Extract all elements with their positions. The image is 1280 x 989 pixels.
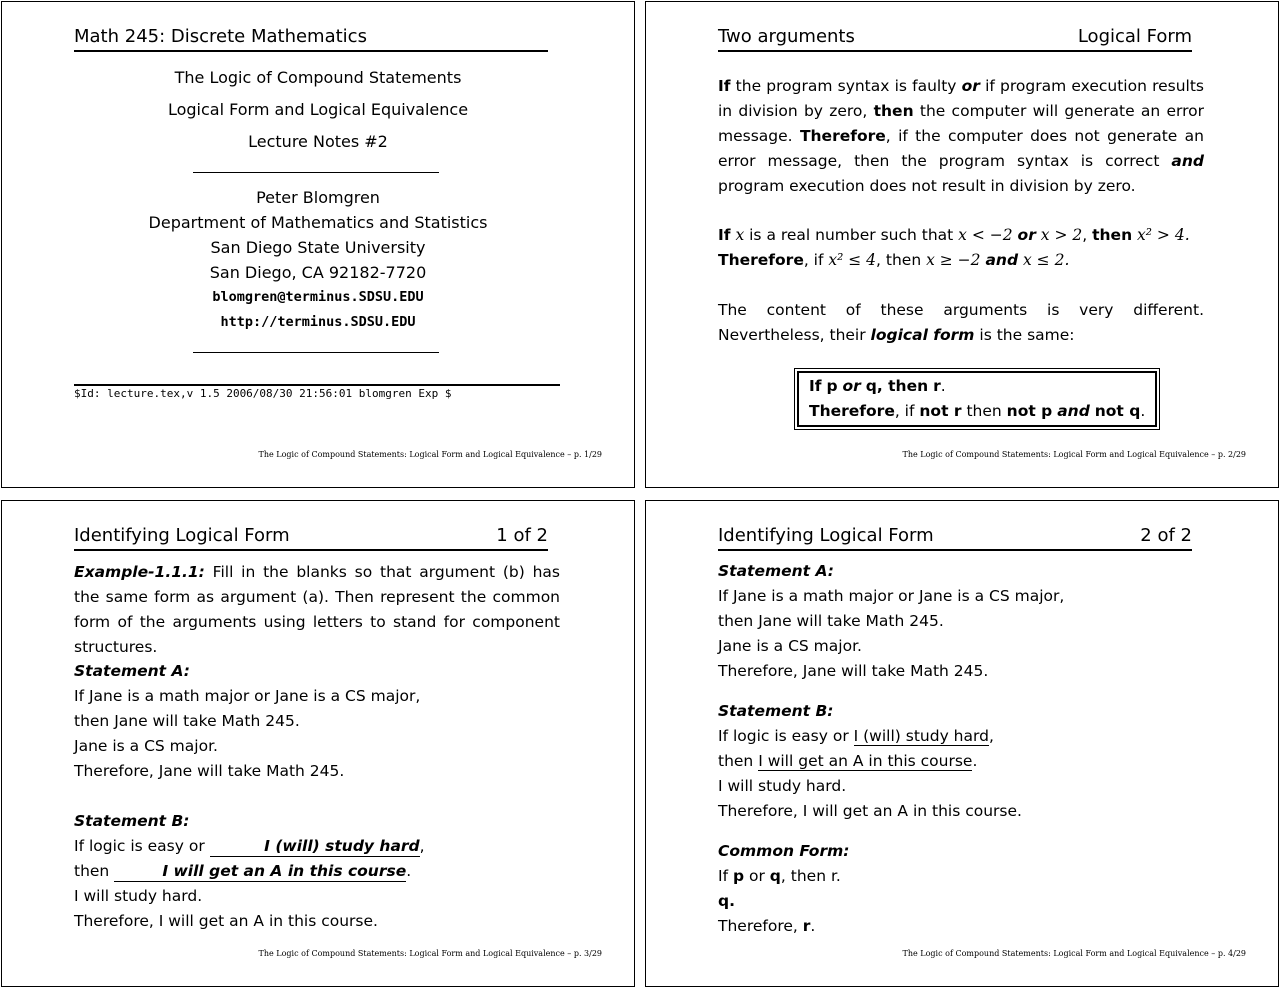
keyword-or: or bbox=[1017, 226, 1036, 244]
math-var: x bbox=[735, 226, 745, 244]
common-form-label: Common Form: bbox=[718, 842, 850, 860]
math-expr: x ≤ 2. bbox=[1023, 251, 1070, 269]
statement-b bbox=[718, 699, 1206, 824]
lecture-subtitle: Logical Form and Logical Equivalence bbox=[167, 100, 469, 119]
slide-footer: The Logic of Compound Statements: Logical Form and Logical Equivalence – p. 2/29 bbox=[902, 450, 1246, 459]
statement-a-label: Statement A: bbox=[718, 562, 834, 580]
author-name: Peter Blomgren bbox=[256, 188, 380, 207]
math-expr: x² ≤ 4 bbox=[828, 251, 877, 269]
keyword-and: and bbox=[1171, 152, 1204, 170]
text: the computer will generate an error message. bbox=[718, 102, 1205, 145]
keyword-and: and bbox=[985, 251, 1019, 269]
slide-header bbox=[718, 24, 1192, 52]
department: Department of Mathematics and Statistics bbox=[148, 213, 488, 232]
author-block bbox=[74, 185, 562, 335]
statement-b-label: Statement B: bbox=[74, 812, 190, 830]
id-rule bbox=[74, 384, 560, 386]
text: is a real number such that bbox=[744, 226, 959, 244]
statement-line: If logic is easy or I (will) study hard, bbox=[718, 727, 994, 745]
slide-title: Two arguments bbox=[718, 26, 855, 47]
university: San Diego State University bbox=[210, 238, 426, 257]
statement-line: Therefore, Jane will take Math 245. bbox=[718, 662, 989, 680]
version-id: $Id: lecture.tex,v 1.5 2006/08/30 21:56:01 blomgren Exp $ bbox=[74, 387, 452, 400]
email: blomgren@terminus.SDSU.EDU bbox=[212, 289, 424, 305]
statement-line: Therefore, Jane will take Math 245. bbox=[74, 762, 345, 780]
slide-title: Identifying Logical Form bbox=[718, 525, 934, 546]
form-line-1: If p or q, then r. bbox=[809, 377, 946, 395]
math-expr: x² > 4. bbox=[1137, 226, 1190, 244]
slide-4 bbox=[645, 500, 1279, 987]
form-line: If p or q, then r. bbox=[718, 867, 841, 885]
example-label: Example-1.1.1: bbox=[74, 563, 205, 581]
keyword-therefore: Therefore bbox=[799, 127, 886, 145]
keyword-therefore: Therefore bbox=[718, 251, 804, 269]
divider bbox=[193, 352, 439, 353]
divider bbox=[193, 172, 439, 173]
slide-footer: The Logic of Compound Statements: Logical Form and Logical Equivalence – p. 4/29 bbox=[902, 949, 1246, 958]
text: The content of these arguments is very different. Nevertheless, their bbox=[718, 301, 1204, 344]
form-line: Therefore, r. bbox=[718, 917, 816, 935]
statement-line: then Jane will take Math 245. bbox=[74, 712, 300, 730]
text: , if the computer does not generate an error message, then the program syntax is correct bbox=[718, 127, 1205, 170]
statement-b bbox=[74, 809, 562, 934]
slide-footer: The Logic of Compound Statements: Logical Form and Logical Equivalence – p. 3/29 bbox=[258, 949, 602, 958]
statement-line: Jane is a CS major. bbox=[74, 737, 218, 755]
keyword-then: then bbox=[1092, 226, 1133, 244]
text: , bbox=[1082, 226, 1088, 244]
lecture-title: The Logic of Compound Statements bbox=[174, 68, 462, 87]
filled-blank: I (will) study hard bbox=[210, 836, 420, 857]
statement-b-label: Statement B: bbox=[718, 702, 834, 720]
argument-1 bbox=[718, 74, 1204, 199]
title-block bbox=[74, 62, 562, 158]
text: if program execution results in division by zero, bbox=[718, 77, 1205, 120]
keyword-if: If bbox=[718, 226, 731, 244]
website-url: http://terminus.SDSU.EDU bbox=[220, 314, 416, 330]
text: , then bbox=[876, 251, 927, 269]
text: the program syntax is faulty bbox=[730, 77, 962, 95]
underlined-phrase: I will get an A in this course bbox=[758, 752, 973, 770]
keyword-then: then bbox=[873, 102, 914, 120]
statement-line: then I will get an A in this course. bbox=[74, 862, 412, 880]
form-line: q. bbox=[718, 892, 735, 910]
math-expr: x ≥ −2 bbox=[926, 251, 981, 269]
slide-title: Identifying Logical Form bbox=[74, 525, 290, 546]
text: is the same: bbox=[974, 326, 1075, 344]
statement-line: If logic is easy or I (will) study hard, bbox=[74, 837, 425, 855]
address: San Diego, CA 92182-7720 bbox=[209, 263, 427, 282]
filled-blank: I will get an A in this course bbox=[114, 861, 406, 882]
slide-header bbox=[74, 24, 548, 52]
logical-form-box bbox=[794, 368, 1160, 430]
keyword-if: If bbox=[718, 77, 731, 95]
statement-a bbox=[74, 659, 562, 784]
statement-line: Jane is a CS major. bbox=[718, 637, 862, 655]
keyword-or: or bbox=[961, 77, 980, 95]
statement-line: then Jane will take Math 245. bbox=[718, 612, 944, 630]
course-title: Math 245: Discrete Mathematics bbox=[74, 26, 367, 47]
section-title: Logical Form bbox=[1077, 26, 1192, 47]
text: program execution does not result in division by zero. bbox=[718, 177, 1136, 195]
argument-2 bbox=[718, 223, 1204, 273]
slide-3 bbox=[1, 500, 635, 987]
common-form bbox=[718, 839, 1206, 939]
page-indicator: 2 of 2 bbox=[1140, 525, 1192, 546]
statement-line: Therefore, I will get an A in this course. bbox=[74, 912, 378, 930]
slide-header bbox=[74, 523, 548, 551]
slide-footer: The Logic of Compound Statements: Logical Form and Logical Equivalence – p. 1/29 bbox=[258, 450, 602, 459]
slide-2 bbox=[645, 1, 1279, 488]
statement-a-label: Statement A: bbox=[74, 662, 190, 680]
statement-line: Therefore, I will get an A in this course. bbox=[718, 802, 1022, 820]
statement-line: then I will get an A in this course. bbox=[718, 752, 978, 770]
statement-line: I will study hard. bbox=[74, 887, 203, 905]
text: , if bbox=[803, 251, 829, 269]
statement-line: If Jane is a math major or Jane is a CS major, bbox=[718, 587, 1065, 605]
term-logical-form: logical form bbox=[870, 326, 975, 344]
logical-form-intro bbox=[718, 298, 1204, 348]
math-expr: x < −2 bbox=[958, 226, 1013, 244]
form-line-2: Therefore, if not r then not p and not q. bbox=[809, 402, 1146, 420]
statement-line: If Jane is a math major or Jane is a CS major, bbox=[74, 687, 421, 705]
slide-1 bbox=[1, 1, 635, 488]
example-text bbox=[74, 560, 560, 660]
text: Fill in the blanks so that argument (b) has the same form as argument (a). Then represent the common form of the arguments using letters to stand for component structures. bbox=[74, 563, 560, 656]
statement-line: I will study hard. bbox=[718, 777, 847, 795]
math-expr: x > 2 bbox=[1040, 226, 1083, 244]
slide-header bbox=[718, 523, 1192, 551]
page-indicator: 1 of 2 bbox=[496, 525, 548, 546]
underlined-phrase: I (will) study hard bbox=[853, 727, 989, 745]
statement-a bbox=[718, 559, 1206, 684]
lecture-number: Lecture Notes #2 bbox=[248, 132, 388, 151]
